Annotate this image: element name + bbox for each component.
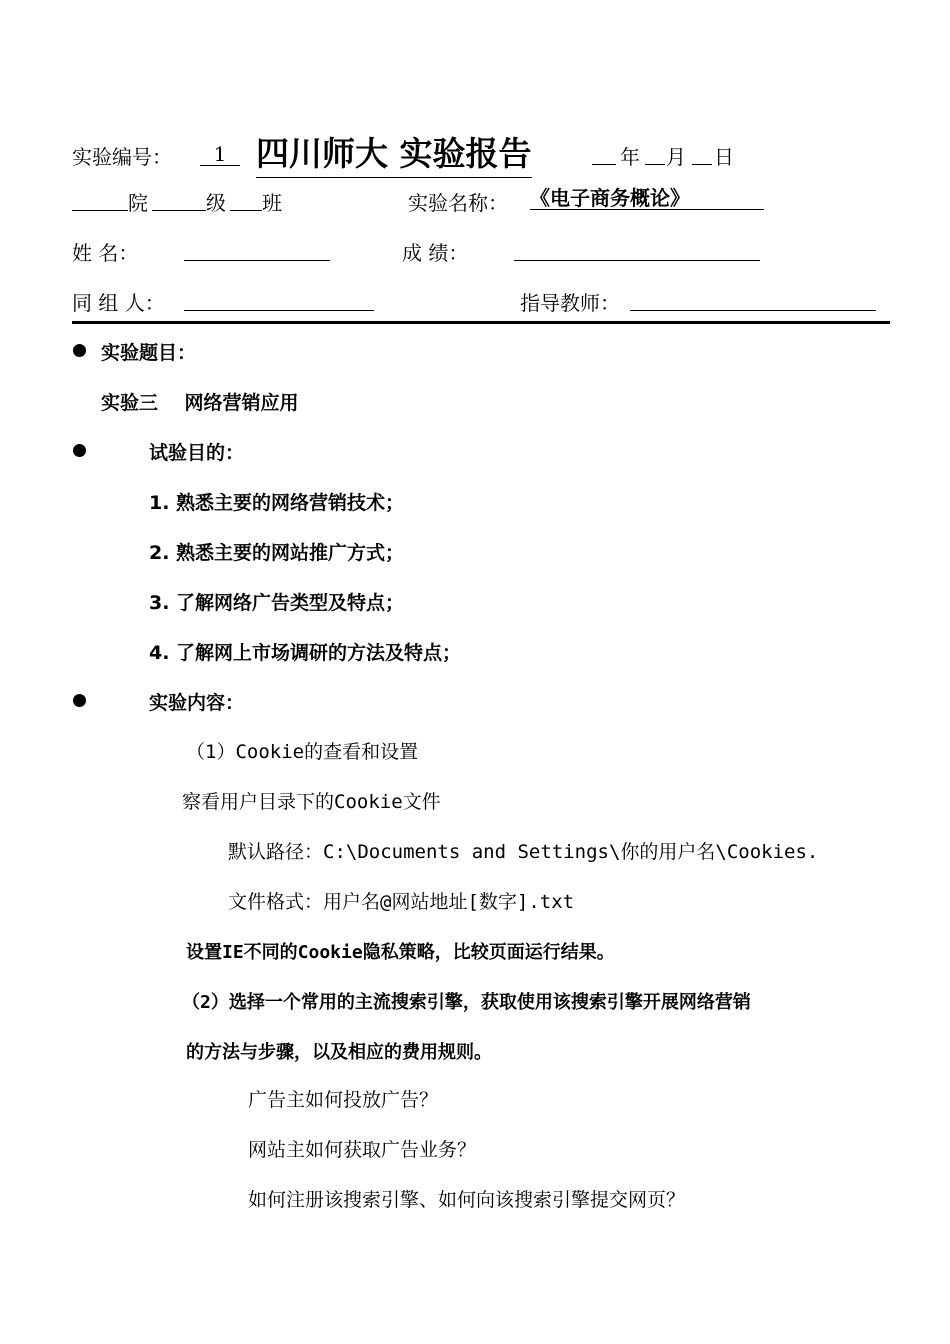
grade-label: 级 [206, 191, 226, 215]
name-label: 姓 名： [72, 241, 139, 265]
content-line: 如何注册该搜索引擎、如何向该搜索引擎提交网页？ [248, 1189, 686, 1211]
teacher-label: 指导教师： [520, 291, 620, 315]
teacher-blank [630, 310, 876, 311]
purpose-item: 3. 了解网络广告类型及特点； [149, 592, 405, 614]
exp-name-value: 《电子商务概论》 [530, 187, 764, 210]
bullet-icon [73, 444, 86, 457]
purpose-item: 1. 熟悉主要的网络营销技术； [149, 492, 405, 514]
exp-name-label: 实验名称： [408, 191, 508, 215]
college-blank [72, 210, 128, 211]
content-line: （1）Cookie的查看和设置 [186, 741, 419, 763]
content-line: 广告主如何投放广告？ [248, 1089, 439, 1111]
bullet-icon [73, 344, 86, 357]
college-label: 院 [128, 191, 148, 215]
exp-no-value: 1 [200, 143, 240, 166]
day-blank [692, 164, 712, 165]
name-blank [184, 260, 330, 261]
purpose-item: 4. 了解网上市场调研的方法及特点； [149, 642, 462, 664]
month-blank [645, 164, 665, 165]
score-label: 成 绩： [402, 241, 469, 265]
content-line: 网站主如何获取广告业务？ [248, 1139, 477, 1161]
content-line: 文件格式：用户名@网站地址[数字].txt [228, 891, 575, 913]
topic-heading: 实验题目： [101, 342, 197, 364]
class-label: 班 [262, 191, 282, 215]
year-label: 年 [620, 145, 640, 169]
content-line: 的方法与步骤，以及相应的费用规则。 [186, 1042, 492, 1063]
header-divider [72, 321, 890, 324]
grade-blank [152, 210, 206, 211]
class-blank [230, 210, 262, 211]
purpose-item: 2. 熟悉主要的网站推广方式； [149, 542, 405, 564]
bullet-icon [73, 694, 86, 707]
content-heading: 实验内容： [149, 692, 245, 714]
group-label: 同 组 人： [72, 291, 165, 315]
score-blank [514, 260, 760, 261]
month-label: 月 [666, 145, 686, 169]
exp-no-label: 实验编号： [72, 145, 172, 169]
group-blank [184, 310, 374, 311]
topic-value: 实验三 网络营销应用 [101, 392, 299, 414]
content-line: （2）选择一个常用的主流搜索引擎，获取使用该搜索引擎开展网络营销 [182, 992, 751, 1013]
content-line: 默认路径：C:\Documents and Settings\你的用户名\Cookies. [228, 841, 819, 863]
content-line: 设置IE不同的Cookie隐私策略，比较页面运行结果。 [186, 942, 615, 963]
content-line: 察看用户目录下的Cookie文件 [182, 791, 441, 813]
year-blank [592, 164, 616, 165]
report-title: 四川师大 实验报告 [256, 128, 532, 178]
day-label: 日 [714, 145, 734, 169]
purpose-heading: 试验目的： [149, 442, 245, 464]
